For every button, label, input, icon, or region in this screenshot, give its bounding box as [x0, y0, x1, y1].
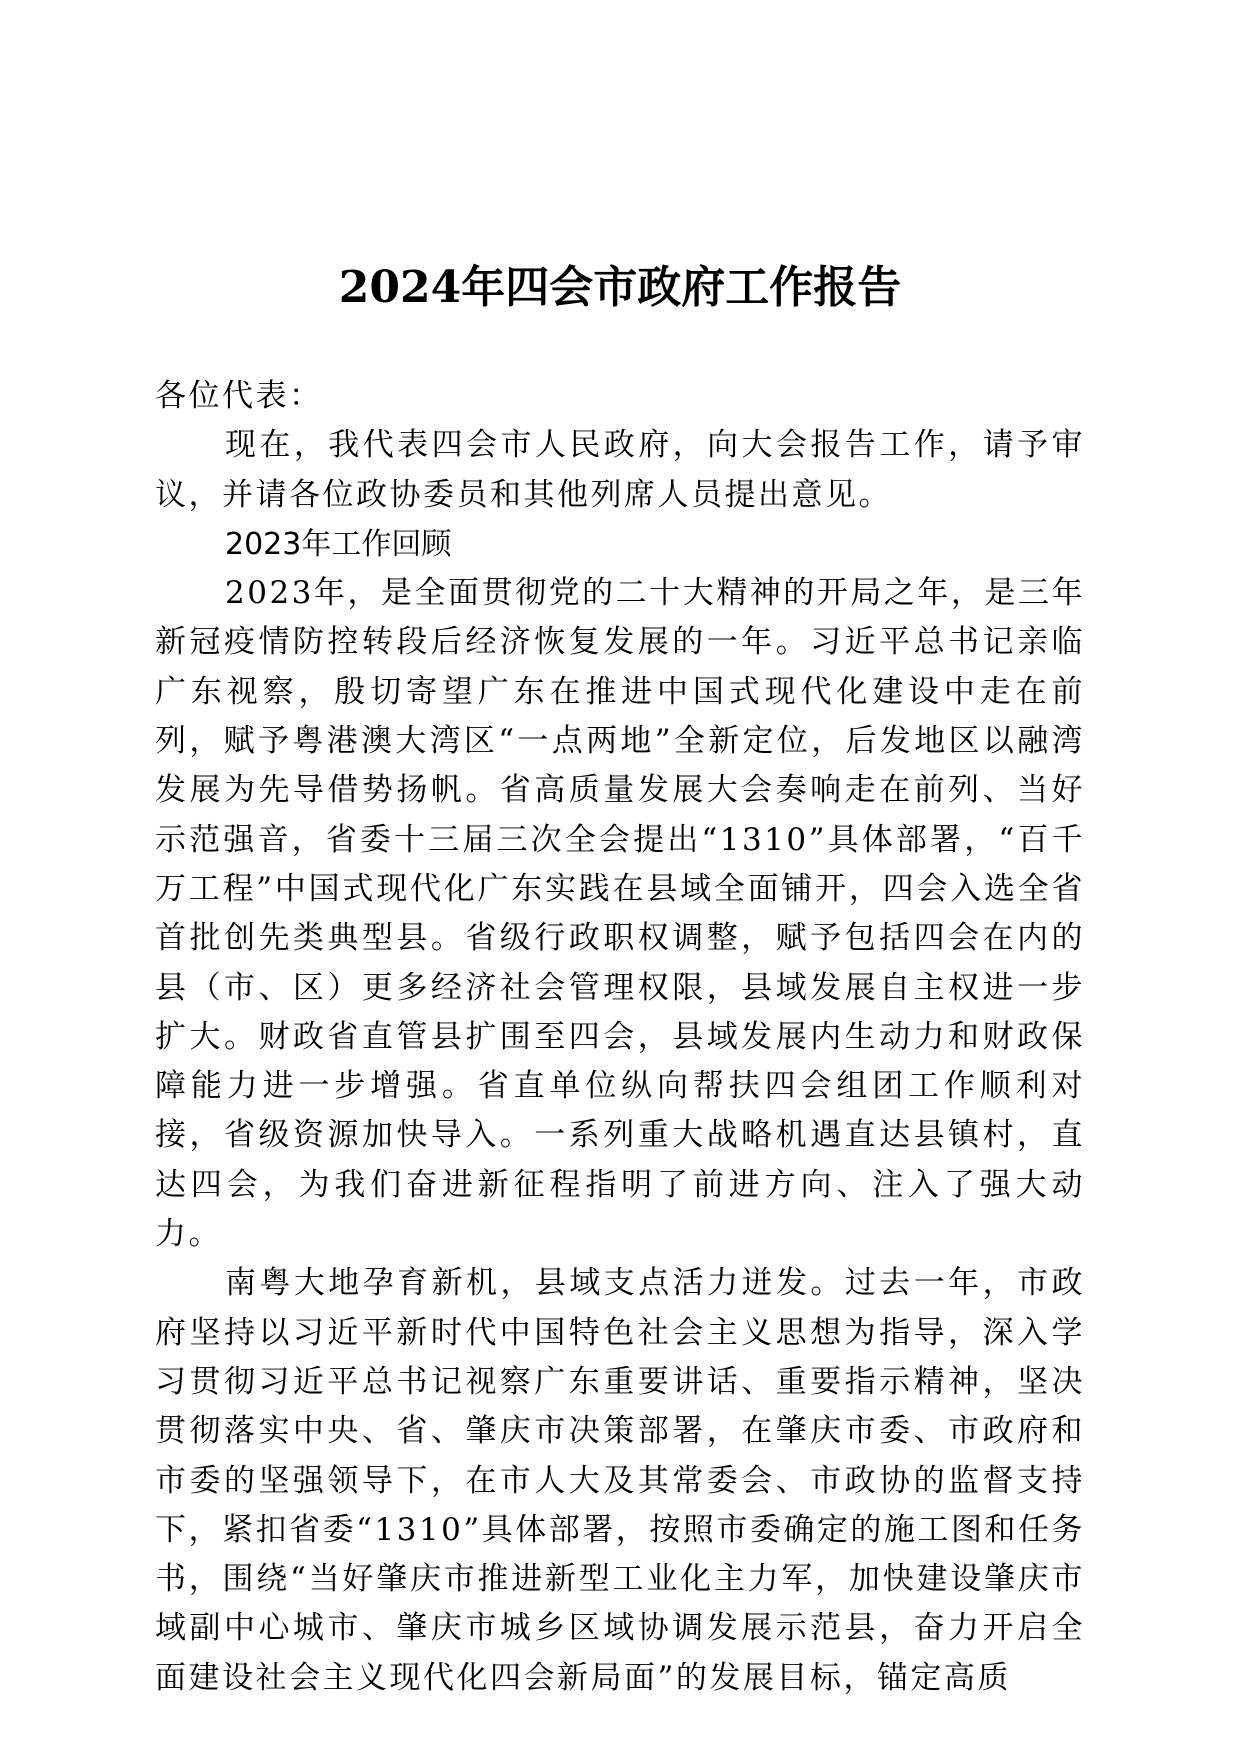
document-title: 2024年四会市政府工作报告 [338, 262, 902, 313]
salutation: 各位代表： [155, 378, 323, 414]
paragraph-intro: 现在，我代表四会市人民政府，向大会报告工作，请予审议，并请各位政协委员和其他列席人员提出意见。 [155, 427, 1085, 513]
paragraph-past-year: 南粤大地孕育新机，县域支点活力迸发。过去一年，市政府坚持以习近平新时代中国特色社会主义思想为指导，深入学习贯彻习近平总书记视察广东重要讲话、重要指示精神，坚决贯彻落实中央、省、肇庆市决策部署，在肇庆市委、市政府和市委的坚强领导下，在市人大及其常委会、市政协的监督支持下，紧扣省委“1310”具体部署，按照市委确定的施工图和任务书，围绕“当好肇庆市推进新型工业化主力军，加快建设肇庆市域副中心城市、肇庆市城乡区域协调发展示范县，奋力开启全面建设社会主义现代化四会新局面”的发展目标，锚定高质 [155, 1265, 1085, 1696]
document-body [155, 372, 1085, 1703]
section-heading: 2023年工作回顾 [225, 526, 452, 562]
paragraph-2023-overview: 2023年，是全面贯彻党的二十大精神的开局之年，是三年新冠疫情防控转段后经济恢复发展的一年。习近平总书记亲临广东视察，殷切寄望广东在推进中国式现代化建设中走在前列，赋予粤港澳大湾区“一点两地”全新定位，后发地区以融湾发展为先导借势扬帆。省高质量发展大会奏响走在前列、当好示范强音，省委十三届三次全会提出“1310”具体部署，“百千万工程”中国式现代化广东实践在县域全面铺开，四会入选全省首批创先类典型县。省级行政职权调整，赋予包括四会在内的县（市、区）更多经济社会管理权限，县域发展自主权进一步扩大。财政省直管县扩围至四会，县域发展内生动力和财政保障能力进一步增强。省直单位纵向帮扶四会组团工作顺利对接，省级资源加快导入。一系列重大战略机遇直达县镇村，直达四会，为我们奋进新征程指明了前进方向、注入了强大动力。 [155, 575, 1085, 1253]
